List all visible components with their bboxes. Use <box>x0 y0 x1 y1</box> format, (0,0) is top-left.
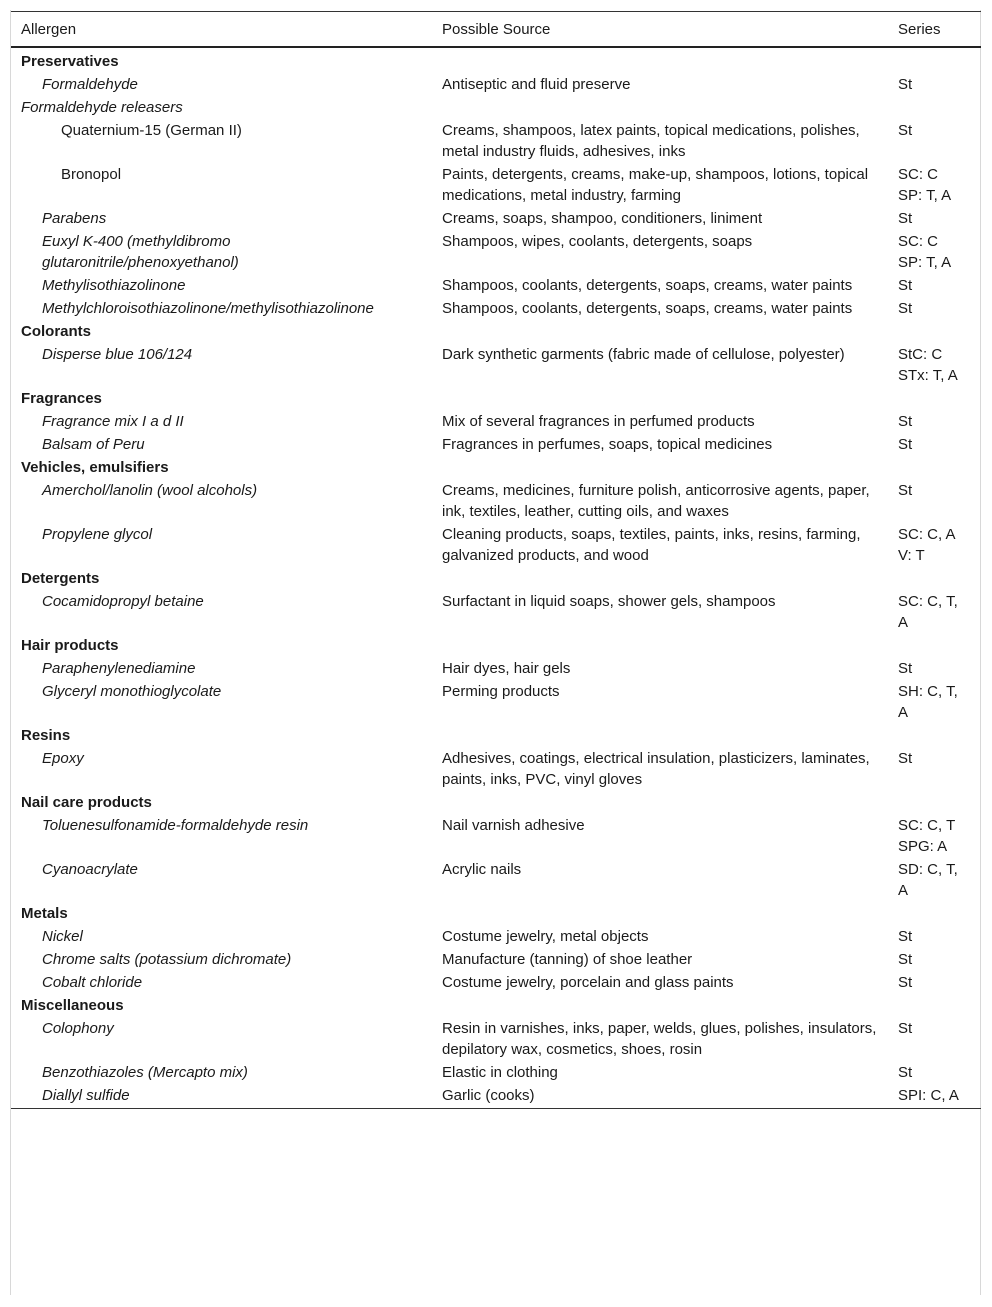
allergen-cell: Cocamidopropyl betaine <box>42 593 204 610</box>
table-row <box>11 433 981 456</box>
series-cell <box>888 902 981 925</box>
source-cell <box>432 994 888 1017</box>
series-cell <box>888 96 981 119</box>
allergen-cell: Cyanoacrylate <box>42 861 138 878</box>
source-cell: Elastic in clothing <box>442 1064 558 1081</box>
allergen-cell: Formaldehyde <box>42 76 138 93</box>
table-row <box>11 814 981 858</box>
source-cell: Cleaning products, soaps, textiles, paints, inks, resins, farming, galvanized products, and wood <box>442 526 861 564</box>
allergen-cell: Bronopol <box>61 166 122 183</box>
table-row <box>11 680 981 724</box>
allergen-cell: Fragrance mix I a d II <box>42 413 184 430</box>
category-row <box>11 902 981 925</box>
category-label: Resins <box>21 727 71 744</box>
source-cell: Creams, shampoos, latex paints, topical medications, polishes, metal industry fluids, adhesives, inks <box>442 122 860 160</box>
allergen-cell: Cobalt chloride <box>42 974 143 991</box>
source-cell <box>432 456 888 479</box>
category-label: Miscellaneous <box>21 997 124 1014</box>
category-label: Detergents <box>21 570 100 587</box>
allergen-cell: Disperse blue 106/124 <box>42 346 193 363</box>
table-row <box>11 479 981 523</box>
series-cell: St <box>898 750 913 767</box>
allergen-cell: Epoxy <box>42 750 84 767</box>
series-cell: SC: C SP: T, A <box>898 233 952 271</box>
allergen-cell: Paraphenylenediamine <box>42 660 196 677</box>
series-cell: SPI: C, A <box>888 1084 981 1109</box>
category-label: Nail care products <box>21 794 152 811</box>
source-cell: Adhesives, coatings, electrical insulation, plasticizers, laminates, paints, inks, PVC, vinyl gloves <box>442 750 870 788</box>
table-row <box>11 1084 981 1109</box>
header-row <box>11 12 981 48</box>
table-row <box>11 207 981 230</box>
source-cell <box>432 634 888 657</box>
category-row <box>11 724 981 747</box>
series-cell <box>888 320 981 343</box>
allergen-cell: Toluenesulfonamide-formaldehyde resin <box>42 817 309 834</box>
source-cell: Surfactant in liquid soaps, shower gels, shampoos <box>442 593 776 610</box>
series-cell <box>888 567 981 590</box>
series-cell <box>888 456 981 479</box>
allergen-cell: Nickel <box>42 928 83 945</box>
series-cell <box>888 994 981 1017</box>
allergen-cell: Amerchol/lanolin (wool alcohols) <box>42 482 258 499</box>
source-cell: Shampoos, wipes, coolants, detergents, soaps <box>442 233 753 250</box>
series-cell <box>888 387 981 410</box>
source-cell <box>432 320 888 343</box>
table-row <box>11 163 981 207</box>
source-cell <box>432 47 888 73</box>
source-cell: Hair dyes, hair gels <box>442 660 571 677</box>
table-row <box>11 523 981 567</box>
source-cell <box>432 387 888 410</box>
category-label: Hair products <box>21 637 119 654</box>
table-row <box>11 1017 981 1061</box>
series-cell: StC: C STx: T, A <box>898 346 958 384</box>
source-cell: Fragrances in perfumes, soaps, topical medicines <box>442 436 773 453</box>
category-row <box>11 47 981 73</box>
category-row <box>11 320 981 343</box>
source-cell <box>432 724 888 747</box>
series-cell: SC: C, T, A <box>898 593 958 631</box>
category-row <box>11 994 981 1017</box>
table-row <box>11 274 981 297</box>
category-row <box>11 387 981 410</box>
source-cell: Dark synthetic garments (fabric made of cellulose, polyester) <box>442 346 845 363</box>
series-cell: St <box>898 436 913 453</box>
allergen-cell: Diallyl sulfide <box>11 1084 432 1109</box>
table-row <box>11 343 981 387</box>
series-cell: SC: C, A V: T <box>898 526 955 564</box>
series-cell: St <box>898 928 913 945</box>
table-body <box>11 47 981 1109</box>
source-cell: Resin in varnishes, inks, paper, welds, glues, polishes, insulators, depilatory wax, cosmetics, shoes, rosin <box>442 1020 877 1058</box>
table-row <box>11 96 981 119</box>
source-cell: Creams, medicines, furniture polish, anticorrosive agents, paper, ink, textiles, leather, cutting oils, and waxes <box>442 482 870 520</box>
source-cell: Shampoos, coolants, detergents, soaps, creams, water paints <box>442 277 853 294</box>
source-cell: Costume jewelry, porcelain and glass paints <box>442 974 734 991</box>
source-cell: Mix of several fragrances in perfumed products <box>442 413 755 430</box>
table-row <box>11 925 981 948</box>
category-label: Fragrances <box>21 390 102 407</box>
series-cell: SC: C SP: T, A <box>898 166 952 204</box>
series-cell: SH: C, T, A <box>898 683 958 721</box>
source-cell <box>432 902 888 925</box>
category-label: Colorants <box>21 323 92 340</box>
allergen-cell: Parabens <box>42 210 107 227</box>
category-row <box>11 791 981 814</box>
source-cell <box>432 567 888 590</box>
series-cell: St <box>898 482 913 499</box>
source-cell: Shampoos, coolants, detergents, soaps, creams, water paints <box>442 300 853 317</box>
series-cell: St <box>898 1064 913 1081</box>
source-cell: Acrylic nails <box>442 861 522 878</box>
header-possible-source: Possible Source <box>432 12 888 48</box>
table-row <box>11 73 981 96</box>
series-cell <box>888 47 981 73</box>
table-row <box>11 119 981 163</box>
series-cell: St <box>898 122 913 139</box>
category-label: Vehicles, emulsifiers <box>21 459 169 476</box>
series-cell: St <box>898 974 913 991</box>
series-cell: SC: C, T SPG: A <box>898 817 955 855</box>
allergen-cell: Methylchloroisothiazolinone/methylisothiazolinone <box>42 300 374 317</box>
series-cell: St <box>898 76 913 93</box>
table-row <box>11 590 981 634</box>
subgroup-label: Formaldehyde releasers <box>21 99 183 116</box>
series-cell: St <box>898 1020 913 1037</box>
category-row <box>11 456 981 479</box>
series-cell: St <box>898 210 913 227</box>
table-row <box>11 858 981 902</box>
source-cell: Costume jewelry, metal objects <box>442 928 649 945</box>
series-cell: SD: C, T, A <box>898 861 958 899</box>
source-cell: Paints, detergents, creams, make-up, shampoos, lotions, topical medications, metal industry, farming <box>442 166 869 204</box>
series-cell <box>888 634 981 657</box>
allergen-cell: Benzothiazoles (Mercapto mix) <box>42 1064 248 1081</box>
allergen-cell: Balsam of Peru <box>42 436 145 453</box>
source-cell: Nail varnish adhesive <box>442 817 585 834</box>
allergen-cell: Colophony <box>42 1020 114 1037</box>
allergen-cell: Quaternium-15 (German II) <box>61 122 242 139</box>
series-cell: St <box>898 660 913 677</box>
allergen-cell: Glyceryl monothioglycolate <box>42 683 222 700</box>
allergen-cell: Methylisothiazolinone <box>42 277 186 294</box>
source-cell <box>432 96 888 119</box>
header-allergen: Allergen <box>11 12 432 48</box>
source-cell: Creams, soaps, shampoo, conditioners, liniment <box>442 210 763 227</box>
table-row <box>11 747 981 791</box>
allergen-cell: Euxyl K-400 (methyldibromo glutaronitrile/phenoxyethanol) <box>42 233 239 271</box>
series-cell: St <box>898 413 913 430</box>
series-cell <box>888 791 981 814</box>
table-row <box>11 410 981 433</box>
allergen-table <box>11 11 981 1109</box>
table-row <box>11 297 981 320</box>
category-label: Metals <box>21 905 68 922</box>
series-cell: St <box>898 951 913 968</box>
source-cell: Manufacture (tanning) of shoe leather <box>442 951 693 968</box>
table-row <box>11 1061 981 1084</box>
source-cell: Garlic (cooks) <box>432 1084 888 1109</box>
table-row <box>11 948 981 971</box>
series-cell: St <box>898 277 913 294</box>
table-row <box>11 971 981 994</box>
table-row <box>11 657 981 680</box>
category-label: Preservatives <box>21 53 119 70</box>
source-cell <box>432 791 888 814</box>
source-cell: Perming products <box>442 683 560 700</box>
series-cell: St <box>898 300 913 317</box>
category-row <box>11 634 981 657</box>
table-row <box>11 230 981 274</box>
allergen-cell: Chrome salts (potassium dichromate) <box>42 951 292 968</box>
source-cell: Antiseptic and fluid preserve <box>442 76 631 93</box>
category-row <box>11 567 981 590</box>
allergen-cell: Propylene glycol <box>42 526 153 543</box>
header-series: Series <box>888 12 981 48</box>
series-cell <box>888 724 981 747</box>
